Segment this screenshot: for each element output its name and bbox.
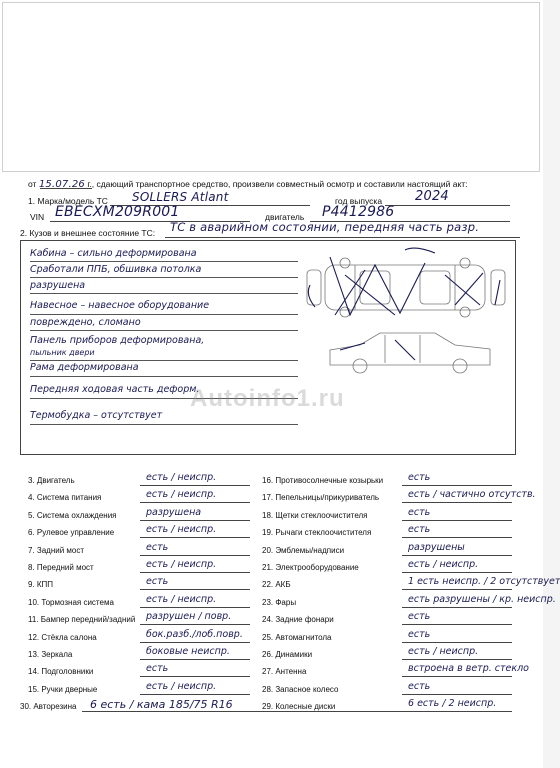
item-value: разрушен / повр.	[146, 611, 232, 623]
item-underline	[140, 485, 250, 486]
item-underline	[402, 694, 512, 695]
year-value: 2024	[415, 189, 449, 204]
item-underline	[402, 676, 512, 677]
item-underline	[402, 624, 512, 625]
item-underline	[140, 589, 250, 590]
vin-value: EBECXM209R001	[55, 204, 180, 220]
damage-notes	[30, 248, 302, 446]
note-rule	[30, 376, 298, 377]
item-value: 6 есть / камa 185/75 R16	[90, 698, 233, 711]
checklist-item	[28, 628, 243, 642]
date-prefix: от	[28, 179, 37, 189]
item-value: встроена в ветр. стекло	[408, 663, 529, 675]
item-underline	[402, 659, 512, 660]
note-line: разрушена	[30, 280, 86, 291]
checklist-item	[28, 593, 217, 607]
make-label: 1. Марка/модель ТС	[28, 196, 108, 206]
item-underline	[402, 555, 512, 556]
item-underline	[140, 642, 250, 643]
checklist-item	[28, 646, 230, 659]
item-label: 22. АКБ	[262, 580, 291, 590]
item-value: есть	[408, 506, 431, 518]
item-value: есть / неиспр.	[408, 646, 479, 657]
note-line: Сработали ППБ, обшивка потолка	[30, 264, 202, 275]
note-line: Термобудка – отсутствует	[30, 410, 163, 421]
item-label: 6. Рулевое управление	[28, 528, 115, 538]
item-value: есть / неиспр.	[146, 489, 217, 501]
item-value: боковые неиспр.	[146, 646, 230, 657]
checklist-item	[262, 663, 529, 677]
note-line: Панель приборов деформирована,	[30, 335, 205, 346]
item-value: 1 есть неиспр. / 2 отсутствует	[408, 576, 560, 588]
item-underline	[402, 607, 512, 608]
note-line: Рама деформирована	[30, 362, 139, 373]
damage-mark	[445, 273, 483, 305]
note-line: повреждено, сломано	[30, 317, 141, 328]
body-label: 2. Кузов и внешнее состояние ТС:	[20, 228, 156, 238]
item-value: есть	[146, 576, 169, 588]
checklist-item-tyres	[20, 698, 233, 711]
checklist-item	[28, 524, 217, 538]
note-rule	[30, 424, 298, 425]
watermark: Autoinfo1.ru	[190, 385, 345, 412]
damage-mark	[405, 248, 435, 253]
checklist-item	[28, 680, 217, 694]
item-underline	[140, 520, 250, 521]
item-label: 20. Эмблемы/надписи	[262, 545, 345, 555]
item-underline	[140, 676, 250, 677]
item-value: есть	[408, 524, 431, 536]
checklist-item	[28, 506, 202, 520]
item-label: 30. Авторезина	[20, 702, 77, 711]
item-label: 27. Антенна	[262, 667, 307, 677]
item-value: есть / неиспр.	[146, 680, 217, 692]
note-rule	[30, 330, 298, 331]
item-label: 24. Задние фонари	[262, 615, 334, 625]
checklist-item	[262, 680, 431, 694]
item-label: 7. Задний мост	[28, 545, 85, 555]
item-label: 21. Электрооборудование	[262, 563, 359, 572]
item-label: 15. Ручки дверные	[28, 684, 98, 694]
checklist-item	[262, 489, 536, 503]
item-label: 25. Автомагнитола	[262, 632, 332, 642]
checklist-item	[28, 576, 169, 590]
item-label: 3. Двигатель	[28, 476, 75, 485]
note-line: пыльник двери	[30, 348, 95, 357]
damage-mark	[308, 280, 500, 307]
item-underline	[140, 537, 250, 538]
item-label: 11. Бампер передний/задний	[28, 615, 136, 625]
item-label: 12. Стёкла салона	[28, 632, 97, 642]
year-underline	[385, 205, 510, 206]
item-value: есть / неиспр.	[408, 559, 479, 570]
item-underline	[140, 572, 250, 573]
item-value: бок.разб./лоб.повр.	[146, 628, 243, 640]
damage-mark	[330, 257, 425, 315]
checklist-item	[262, 559, 479, 572]
checklist-item	[28, 663, 169, 677]
vin-label: VIN	[30, 212, 45, 222]
checklist-item	[262, 524, 431, 538]
item-underline	[402, 537, 512, 538]
item-underline	[140, 555, 250, 556]
checklist-item	[28, 559, 217, 572]
act-date: 15.07.26	[38, 179, 85, 190]
item-label: 18. Щетки стеклоочистителя	[262, 510, 368, 520]
engine-label: двигатель	[265, 212, 305, 222]
item-underline	[140, 659, 250, 660]
item-label: 28. Запасное колесо	[262, 684, 339, 694]
item-label: 8. Передний мост	[28, 563, 94, 572]
checklist-item	[28, 611, 232, 625]
item-underline	[402, 502, 512, 503]
checklist-item	[262, 472, 431, 485]
item-value: разрушена	[146, 506, 202, 518]
checklist-item	[262, 646, 479, 659]
body-value: ТС в аварийном состоянии, передняя часть разр.	[170, 220, 480, 234]
item-value: есть / неиспр.	[146, 559, 217, 570]
item-value: есть	[408, 628, 431, 640]
item-value: есть / неиспр.	[146, 593, 217, 605]
item-value: есть / неиспр.	[146, 472, 217, 483]
act-intro-line	[28, 179, 468, 190]
item-value: есть	[146, 541, 169, 553]
checklist-item	[262, 698, 497, 712]
item-underline	[140, 607, 250, 608]
checklist-item	[262, 628, 431, 642]
item-underline	[402, 572, 512, 573]
item-value: есть разрушены / кр. неиспр.	[408, 593, 556, 605]
item-underline	[402, 589, 512, 590]
item-label: 10. Тормозная система	[28, 597, 114, 607]
item-underline	[402, 520, 512, 521]
item-label: 23. Фары	[262, 597, 297, 607]
damage-mark	[335, 270, 395, 315]
checklist-item	[262, 576, 560, 590]
redacted-header-area	[2, 2, 540, 172]
item-label: 14. Подголовники	[28, 667, 94, 677]
item-value: есть	[408, 472, 431, 483]
car-damage-diagram	[305, 245, 510, 380]
damage-mark	[340, 340, 415, 360]
item-label: 9. КПП	[28, 580, 54, 590]
item-underline	[140, 694, 250, 695]
note-line: Передняя ходовая часть деформ.	[30, 384, 200, 395]
date-underline	[40, 188, 92, 189]
item-label: 4. Система питания	[28, 493, 102, 503]
car-side-view	[330, 333, 490, 365]
note-rule	[30, 293, 298, 294]
year-label: год выпуска	[335, 196, 383, 206]
checklist-item	[28, 472, 217, 485]
item-value: есть	[408, 680, 431, 692]
item-underline	[402, 642, 512, 643]
make-value: SOLLERS Atlant	[132, 190, 229, 204]
date-suffix: г., сдающий транспортное средство, произвели совместный осмотр и составили настоящий акт:	[87, 179, 468, 189]
item-label: 16. Противосолнечные козырьки	[262, 476, 384, 485]
item-underline	[402, 485, 512, 486]
item-value: есть	[408, 611, 431, 623]
item-underline	[82, 711, 462, 712]
checklist-item	[262, 541, 465, 555]
note-rule	[30, 314, 298, 315]
checklist-item	[262, 611, 431, 625]
item-label: 5. Система охлаждения	[28, 510, 117, 520]
item-value: разрушены	[408, 541, 465, 553]
note-line: Навесное – навесное оборудование	[30, 300, 210, 311]
item-label: 17. Пепельницы/прикуриватель	[262, 493, 380, 503]
item-underline	[140, 624, 250, 625]
note-rule	[30, 277, 298, 278]
item-value: 6 есть / 2 неиспр.	[408, 698, 497, 710]
checklist-item	[262, 593, 556, 607]
item-value: есть / частично отсутств.	[408, 489, 536, 501]
note-rule	[30, 360, 298, 361]
item-value: есть / неиспр.	[146, 524, 217, 536]
note-rule	[30, 261, 298, 262]
item-label: 26. Динамики	[262, 650, 313, 659]
checklist-item	[262, 506, 431, 520]
note-line: Кабина – сильно деформирована	[30, 248, 197, 259]
checklist-item	[28, 541, 169, 555]
item-label: 13. Зеркала	[28, 650, 73, 659]
checklist-item	[28, 489, 217, 503]
item-underline	[140, 502, 250, 503]
item-value: есть	[146, 663, 169, 675]
body-underline	[165, 237, 520, 238]
item-label: 19. Рычаги стеклоочистителя	[262, 528, 372, 538]
engine-value: P4412986	[322, 204, 395, 220]
item-label: 29. Колесные диски	[262, 702, 336, 712]
